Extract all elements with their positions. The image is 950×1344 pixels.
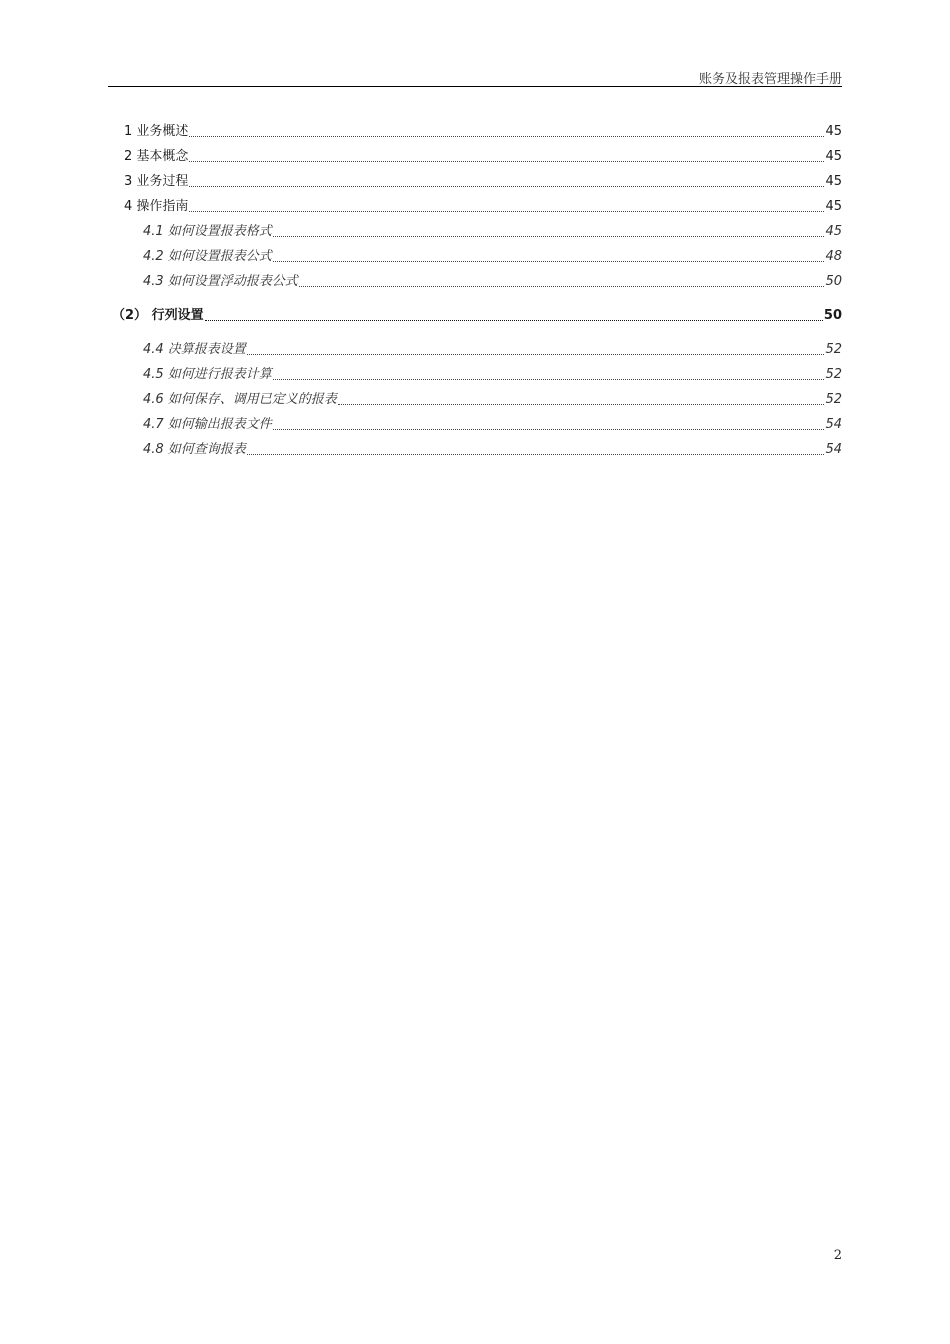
toc-entry-4-8[interactable] [143,438,842,458]
toc-entry-page: 54 [825,442,842,457]
toc-entry-label: （2） 行列设置 [112,308,204,323]
toc-entry-4-2[interactable] [143,245,842,265]
dot-leader [338,404,825,405]
dot-leader [247,354,825,355]
toc-entry-4-6[interactable] [143,388,842,408]
toc-entry-label: 4.1 如何设置报表格式 [143,224,272,239]
toc-entry-page: 52 [825,367,842,382]
toc-entry-4-7[interactable] [143,413,842,433]
toc-entry-label: 4.4 决算报表设置 [143,342,246,357]
toc-entry-4-3[interactable] [143,270,842,290]
toc-entry-4-5[interactable] [143,363,842,383]
dot-leader [273,429,825,430]
toc-entry-label: 1 业务概述 [124,124,189,139]
toc-entry-page: 54 [825,417,842,432]
dot-leader [273,236,825,237]
toc-entry-label: 4.5 如何进行报表计算 [143,367,272,382]
toc-entry-page: 50 [825,274,842,289]
toc-entry-label: 4.2 如何设置报表公式 [143,249,272,264]
dot-leader [189,161,824,162]
dot-leader [189,211,824,212]
toc-entry-page: 45 [825,199,842,214]
dot-leader [189,186,824,187]
dot-leader [189,136,824,137]
toc-entry-4-1[interactable] [143,220,842,240]
toc-entry-page: 48 [825,249,842,264]
toc-entry-1[interactable] [124,120,842,140]
dot-leader [299,286,825,287]
toc-entry-page: 45 [825,224,842,239]
toc-entry-2[interactable] [124,145,842,165]
toc-entry-label: 3 业务过程 [124,174,189,189]
toc-entry-page: 45 [825,149,842,164]
toc-entry-page: 52 [825,342,842,357]
toc-entry-page: 52 [825,392,842,407]
dot-leader [205,320,823,321]
toc-entry-label: 4.3 如何设置浮动报表公式 [143,274,298,289]
running-header-title: 账务及报表管理操作手册 [698,72,842,87]
dot-leader [273,261,825,262]
toc-entry-page: 50 [823,308,842,323]
toc-entry-label: 2 基本概念 [124,149,189,164]
dot-leader [273,379,825,380]
toc-entry-4[interactable] [124,195,842,215]
toc-entry-page: 45 [825,124,842,139]
dot-leader [247,454,825,455]
toc-entry-3[interactable] [124,170,842,190]
toc-entry-4-4[interactable] [143,338,842,358]
page-number: 2 [833,1248,842,1263]
toc-entry-label: 4.7 如何输出报表文件 [143,417,272,432]
toc-entry-label: 4.6 如何保存、调用已定义的报表 [143,392,337,407]
toc-entry-page: 45 [825,174,842,189]
toc-entry-label: 4 操作指南 [124,199,189,214]
toc-entry-row-column-settings[interactable] [112,304,842,324]
toc-entry-label: 4.8 如何查询报表 [143,442,246,457]
